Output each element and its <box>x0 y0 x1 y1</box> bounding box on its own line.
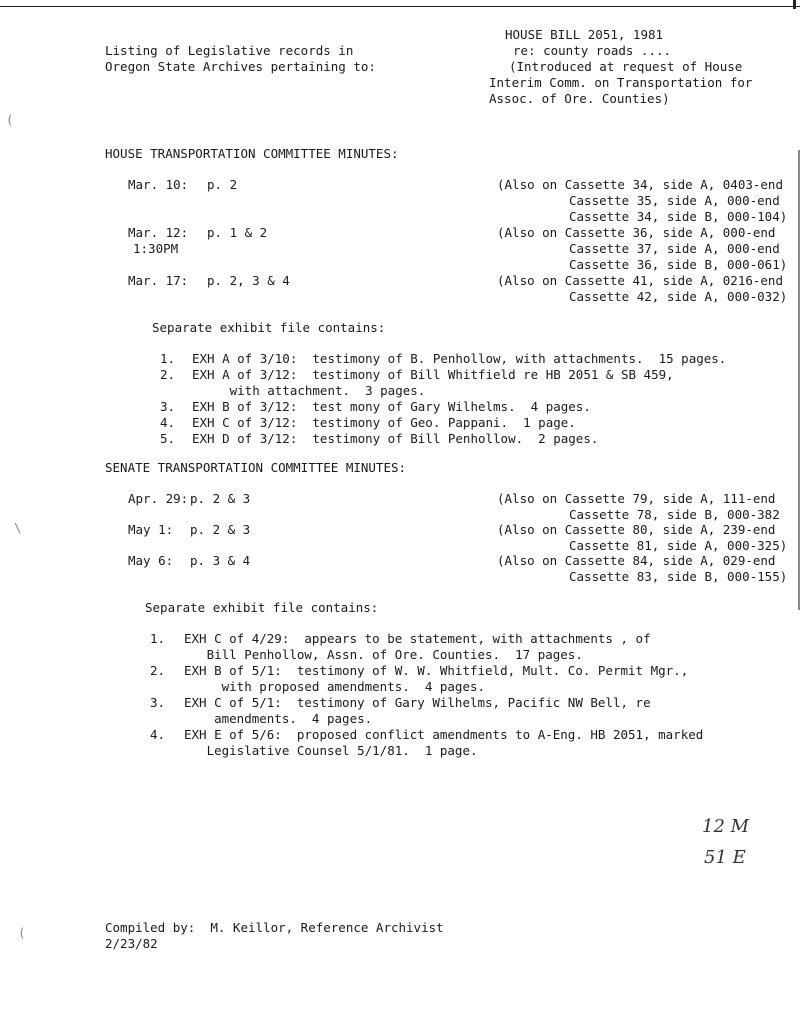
exhibit-text: Legislative Counsel 5/1/81. 1 page. <box>184 743 478 758</box>
top-rule <box>0 6 800 7</box>
bill-introduced-line: Assoc. of Ore. Counties) <box>489 91 670 106</box>
house-entry-date: Mar. 17: <box>128 273 189 288</box>
compiled-by: Compiled by: M. Keillor, Reference Archivist <box>105 920 444 935</box>
senate-entry-pages: p. 2 & 3 <box>190 491 251 506</box>
house-entry-pages: p. 2 <box>207 177 238 192</box>
exhibit-text: with attachment. 3 pages. <box>192 383 426 398</box>
top-right-mark <box>793 0 796 9</box>
margin-mark: \ <box>14 520 22 535</box>
exhibit-text: EXH A of 3/12: testimony of Bill Whitfield re HB 2051 & SB 459, <box>192 367 674 382</box>
house-entry-date: Mar. 10: <box>128 177 189 192</box>
cassette-line: (Also on Cassette 80, side A, 239-end <box>497 522 776 537</box>
handwritten-note: 12 M <box>702 816 750 837</box>
exhibit-text: EXH C of 4/29: appears to be statement, with attachments , of <box>184 631 651 646</box>
compiled-date: 2/23/82 <box>105 936 158 951</box>
exhibit-text: EXH E of 5/6: proposed conflict amendments to A-Eng. HB 2051, marked <box>184 727 704 742</box>
exhibit-text: Bill Penhollow, Assn. of Ore. Counties. 17 pages. <box>184 647 583 662</box>
bill-title: HOUSE BILL 2051, 1981 <box>505 27 664 42</box>
cassette-line: Cassette 78, side B, 000-382 <box>569 507 780 522</box>
exhibit-number: 3. <box>160 399 176 414</box>
exhibit-text: EXH B of 3/12: test mony of Gary Wilhelms. 4 pages. <box>192 399 591 414</box>
exhibit-text: EXH A of 3/10: testimony of B. Penhollow, with attachments. 15 pages. <box>192 351 727 366</box>
senate-heading: SENATE TRANSPORTATION COMMITTEE MINUTES: <box>105 460 407 475</box>
exhibit-text: EXH B of 5/1: testimony of W. W. Whitfield, Mult. Co. Permit Mgr., <box>184 663 689 678</box>
exhibit-text: EXH D of 3/12: testimony of Bill Penhollow. 2 pages. <box>192 431 599 446</box>
bill-introduced-line: Interim Comm. on Transportation for <box>489 75 753 90</box>
cassette-line: (Also on Cassette 79, side A, 111-end <box>497 491 776 506</box>
cassette-line: Cassette 34, side B, 000-104) <box>569 209 788 224</box>
exhibit-number: 1. <box>160 351 176 366</box>
exhibit-number: 4. <box>150 727 166 742</box>
senate-exhibit-heading: Separate exhibit file contains: <box>145 600 379 615</box>
bill-introduced-line: (Introduced at request of House <box>509 59 743 74</box>
house-exhibit-heading: Separate exhibit file contains: <box>152 320 386 335</box>
exhibit-number: 4. <box>160 415 176 430</box>
senate-entry-date: May 6: <box>128 553 174 568</box>
exhibit-text: amendments. 4 pages. <box>184 711 373 726</box>
exhibit-text: EXH C of 5/1: testimony of Gary Wilhelms, Pacific NW Bell, re <box>184 695 651 710</box>
senate-entry-date: Apr. 29: <box>128 491 189 506</box>
cassette-line: (Also on Cassette 84, side A, 029-end <box>497 553 776 568</box>
senate-entry-pages: p. 2 & 3 <box>190 522 251 537</box>
cassette-line: Cassette 36, side B, 000-061) <box>569 257 788 272</box>
cassette-line: Cassette 81, side A, 000-325) <box>569 538 788 553</box>
house-entry-pages: p. 1 & 2 <box>207 225 268 240</box>
handwritten-note: 51 E <box>704 847 746 868</box>
exhibit-text: EXH C of 3/12: testimony of Geo. Pappani. 1 page. <box>192 415 576 430</box>
house-entry-date: Mar. 12: <box>128 225 189 240</box>
exhibit-number: 5. <box>160 431 176 446</box>
cassette-line: (Also on Cassette 36, side A, 000-end <box>497 225 776 240</box>
exhibit-number: 2. <box>150 663 166 678</box>
margin-mark: ( <box>18 925 26 940</box>
bill-subject: re: county roads .... <box>513 43 672 58</box>
senate-entry-pages: p. 3 & 4 <box>190 553 251 568</box>
margin-mark: ( <box>6 112 14 127</box>
cassette-line: Cassette 83, side B, 000-155) <box>569 569 788 584</box>
house-entry-pages: p. 2, 3 & 4 <box>207 273 290 288</box>
exhibit-text: with proposed amendments. 4 pages. <box>184 679 486 694</box>
cassette-line: (Also on Cassette 41, side A, 0216-end <box>497 273 783 288</box>
house-entry-time: 1:30PM <box>133 241 179 256</box>
exhibit-number: 2. <box>160 367 176 382</box>
exhibit-number: 3. <box>150 695 166 710</box>
house-heading: HOUSE TRANSPORTATION COMMITTEE MINUTES: <box>105 146 399 161</box>
cassette-line: Cassette 42, side A, 000-032) <box>569 289 788 304</box>
listing-title: Listing of Legislative records in <box>105 43 354 58</box>
listing-title: Oregon State Archives pertaining to: <box>105 59 376 74</box>
senate-entry-date: May 1: <box>128 522 174 537</box>
cassette-line: Cassette 35, side A, 000-end <box>569 193 780 208</box>
cassette-line: (Also on Cassette 34, side A, 0403-end <box>497 177 783 192</box>
cassette-line: Cassette 37, side A, 000-end <box>569 241 780 256</box>
exhibit-number: 1. <box>150 631 166 646</box>
